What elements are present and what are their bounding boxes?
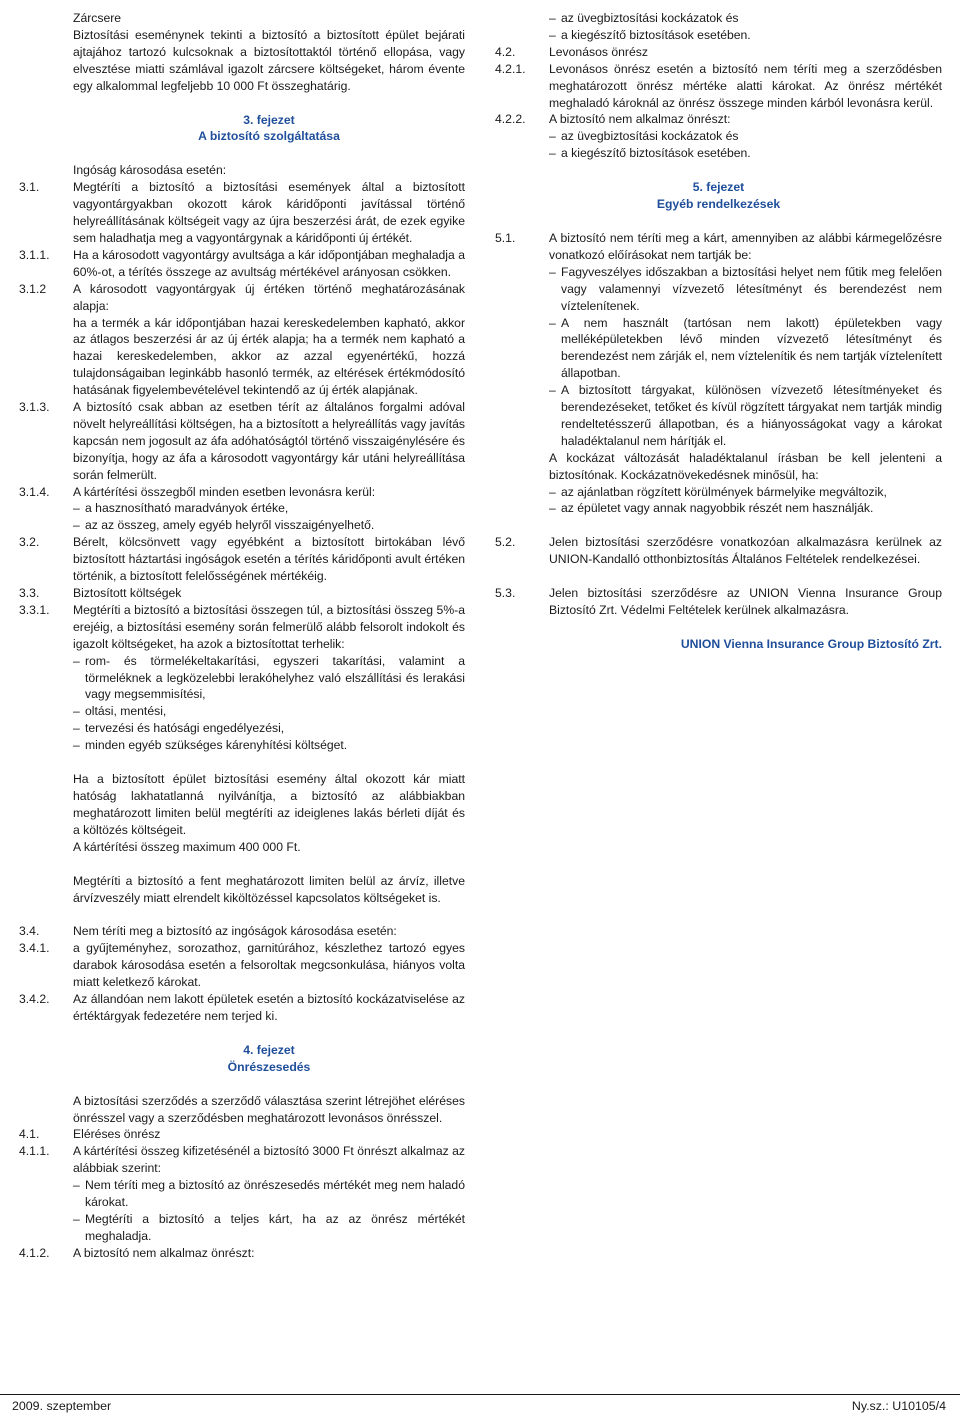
section-3-1-2-body: ha a termék a kár időpontjában hazai kereskedelemben kapható, akkor az átlagos beszerzési ár az új érték alapja; ha a termék nem kapható a hazai kereskedelemben, akkor az azzal egyenértékű, hozzá tulajdonságaiban leginkább hasonló termék, az eltérések értékmódosító hatásának figyelembevételével tekintendő az új érték alapjának. [73, 315, 465, 398]
section-number: 3.1.2 [19, 281, 47, 296]
list-item: – A nem használt (tartósan nem lakott) épületekben vagy melléképületekben lévő minden vízvezető létesítményt és berendezést nem zárják el, nem víztelenítik és nem tartják víztelenített állapotban. [549, 315, 942, 381]
section-4-1-2 [19, 1245, 465, 1262]
list-item: – a hasznosítható maradványok értéke, [73, 501, 289, 516]
section-number: 3.1.4. [19, 484, 50, 499]
section-3-1-2 [19, 281, 465, 399]
section-number: 5.3. [495, 586, 516, 601]
section-text: Ha a károsodott vagyontárgy avultsága a kár időpontjában meghaladja a 60%-ot, a térítés összege az avultság mértékével arányosan csökken. [73, 247, 465, 279]
housing-cost-paragraph: Ha a biztosított épület biztosítási esemény által okozott kár miatt hatóság lakhatatlanná nyilvánítja, a biztosító az alábbiakban meghatározott limiten belül megtéríti az ideiglenes lakás bérleti díját és a költözés költségeit. [73, 772, 465, 837]
section-number: 3.3.1. [19, 602, 50, 617]
list-item: – Fagyveszélyes időszakban a biztosítási helyet nem fűtik meg felelően vagy valamennyi vízvezető létesítményt és berendezést nem víztelenítenek. [549, 264, 942, 313]
section-text [549, 111, 942, 162]
section-4-1-1-lead: A kártérítési összeg kifizetésénél a biztosító 3000 Ft önrészt alkalmaz az alábbiak szerint: [73, 1144, 465, 1176]
list-item: – Megtéríti a biztosító a teljes kárt, ha az az önrész mértékét meghaladja. [73, 1212, 465, 1243]
list-item: – a kiegészítő biztosítások esetében. [549, 146, 751, 161]
list-item: – Nem téríti meg a biztosító az önrészesedés mértékét meg nem haladó károkat. [73, 1178, 465, 1210]
chapter-3-title: A biztosító szolgáltatása [198, 129, 340, 144]
section-3-1-4 [19, 484, 465, 535]
section-number: 5.1. [495, 230, 516, 245]
section-4-2 [495, 44, 942, 61]
section-text [73, 602, 465, 907]
section-number: 4.1.2. [19, 1245, 50, 1260]
section-text: A biztosító csak abban az esetben térít az általános forgalmi adóval növelt helyreállítási költségen, ha a biztosított a helyreállítás vagy javítás kapcsán nem jogosult az áfa adóhatóságtól történő visszaigénylésére és bizonyítja, hogy az áfa a károsodott vagyontárgy kár utáni helyreállítása során felmerült. [73, 400, 465, 482]
continued-list [495, 10, 942, 44]
list-item: – az az összeg, amely egyéb helyről visszaigényelhető. [73, 518, 375, 533]
section-3-3 [19, 585, 465, 602]
section-5-2 [495, 534, 942, 568]
section-3-1-1 [19, 247, 465, 281]
zarcsere-heading: Zárcsere [73, 11, 122, 25]
section-text [549, 230, 942, 517]
section-number: 3.3. [19, 586, 40, 600]
section-3-intro: Ingóság károsodása esetén: [73, 163, 227, 178]
section-3-4 [19, 923, 465, 940]
list-item: – minden egyéb szükséges kárenyhítési költséget. [73, 738, 348, 753]
section-text [73, 1143, 465, 1244]
section-text: Jelen biztosítási szerződésre az UNION Vienna Insurance Group Biztosító Zrt. Védelmi Feltételek kerülnek alkalmazásra. [549, 586, 942, 618]
flood-paragraph: Megtéríti a biztosító a fent meghatározott limiten belül az árvíz, illetve árvízveszély miatt elrendelt kiköltözéssel kapcsolatos költségeket is. [73, 873, 465, 905]
section-text: Megtéríti a biztosító a biztosítási események által a biztosított vagyontárgyakban okozott károk káridőponti javítással történő helyreállításának költségeit vagy az újra beszerzési árát, de ezek egyike sem haladhatja meg a vagyontárgynak a káridőponti új értékét. [73, 180, 465, 245]
list-item: – az üvegbiztosítási kockázatok és [549, 11, 739, 25]
footer-date: 2009. szeptember [12, 1399, 112, 1413]
section-number: 3.1.3. [19, 400, 50, 415]
section-text: Jelen biztosítási szerződésre vonatkozóan alkalmazásra kerülnek az UNION-Kandalló otthonbiztosítás Általános Feltételek rendelkezései. [549, 535, 942, 567]
section-3-4-1 [19, 940, 465, 991]
footer-divider [0, 1394, 960, 1395]
list-item: – az épületet vagy annak nagyobbik részét nem használják. [549, 501, 874, 516]
section-3-3-1-lead: Megtéríti a biztosító a biztosítási összegen túl, a biztosítási összeg 5%-a erejéig, a biztosítási esemény során felmerülő alább felsorolt indokolt és igazolt költségeket, ha azok a biztosítottat terhelik: [73, 602, 465, 651]
list-item: – az ajánlatban rögzített körülmények bármelyike megváltozik, [549, 484, 887, 499]
list-item: – a kiegészítő biztosítások esetében. [549, 27, 751, 42]
page-footer [0, 1398, 960, 1415]
section-text: Bérelt, kölcsönvett vagy egyébként a biztosított birtokában lévő biztosított háztartási ingóságok esetén a térítés káridőponti avult értéken történik, a biztosított felelősségének mértékéig. [73, 535, 465, 584]
section-3-2 [19, 534, 465, 585]
section-3-1-3 [19, 399, 465, 484]
section-text: Biztosított költségek [73, 586, 182, 600]
section-text: Eléréses önrész [73, 1127, 161, 1142]
section-4-2-2 [495, 111, 942, 162]
section-number: 3.2. [19, 535, 40, 550]
section-text: Nem téríti meg a biztosító az ingóságok károsodása esetén: [73, 924, 397, 939]
list-item: – A biztosított tárgyakat, különösen vízvezető létesítményeket és berendezéseket, tetőket és kívül rögzített tárgyakat nem tartják mindig rendeltetésszerű állapotban, és a hiányosságokat vagy a károkat haladéktalanul nem hárítják el. [549, 383, 942, 448]
section-number: 4.2.2. [495, 112, 526, 127]
chapter-5-number: 5. fejezet [692, 180, 745, 195]
section-number: 3.4.2. [19, 992, 50, 1007]
list-item: – tervezési és hatósági engedélyezési, [73, 721, 285, 736]
footer-document-code: Ny.sz.: U10105/4 [851, 1399, 946, 1413]
chapter-4-title: Önrészesedés [227, 1059, 311, 1074]
section-number: 3.4. [19, 924, 40, 939]
section-text [73, 281, 465, 399]
section-number: 3.1.1. [19, 247, 50, 262]
list-item: – oltási, mentési, [73, 704, 167, 719]
section-5-3 [495, 585, 942, 619]
chapter-3-number: 3. fejezet [243, 112, 295, 127]
list-item: – rom- és törmelékeltakarítási, egyszeri takarítási, valamint a törmeléknek a legközelebbi lerakóhelyhez való elszállítási és lerakási vagy megsemmisítési, [73, 653, 465, 702]
section-4-intro: A biztosítási szerződés a szerződő választása szerint létrejöhet eléréses önrésszel vagy a szerződésben meghatározott levonásos önrésszel. [73, 1093, 465, 1125]
section-3-1-4-lead: A kártérítési összegből minden esetben levonásra kerül: [73, 484, 376, 499]
section-text: Levonásos önrész [549, 44, 648, 59]
section-number: 4.2. [495, 44, 516, 59]
section-number: 3.1. [19, 180, 40, 195]
chapter-4-number: 4. fejezet [243, 1042, 295, 1057]
section-4-2-1 [495, 61, 942, 112]
risk-change-paragraph: A kockázat változását haladéktalanul írásban be kell jelenteni a biztosítónak. Kockázatnövekedésnek minősül, ha: [549, 450, 942, 482]
list-item: – az üvegbiztosítási kockázatok és [549, 129, 739, 144]
section-text: Levonásos önrész esetén a biztosító nem téríti meg a szerződésben meghatározott önrész mértéke alatti károkat. Az önrész mértékét meghaladó károknál az önrész összege minden kárból levonásra kerül. [549, 61, 942, 110]
company-signature: UNION Vienna Insurance Group Biztosító Zrt. [680, 637, 942, 651]
section-text: A biztosító nem alkalmaz önrészt: [73, 1245, 255, 1260]
left-column [19, 10, 465, 1262]
section-4-1-1 [19, 1143, 465, 1244]
section-text: a gyűjteményhez, sorozathoz, garnitúrához, készlethez tartozó egyes darabok károsodása esetén a felsoroltak megcsonkulása, hiányos volta miatt keletkező károkat. [73, 941, 465, 990]
zarcsere-text: Biztosítási eseménynek tekinti a biztosító a biztosított épület bejárati ajtajához tartozó kulcsoknak a biztosítottaktól történő ellopása, vagy elvesztése miatti számlával igazolt zárcsere költségeket, három évente egy alkalommal legfeljebb 10 000 Ft összeghatárig. [73, 27, 465, 93]
section-number: 3.4.1. [19, 941, 50, 956]
section-5-1 [495, 230, 942, 517]
section-4-2-2-lead: A biztosító nem alkalmaz önrészt: [549, 112, 731, 127]
section-4-1 [19, 1126, 465, 1143]
section-3-1 [19, 179, 465, 247]
section-3-1-2-lead: A károsodott vagyontárgyak új értéken történő meghatározásának alapja: [73, 281, 465, 313]
max-amount-paragraph: A kártérítési összeg maximum 400 000 Ft. [73, 839, 301, 854]
section-text: Az állandóan nem lakott épületek esetén a biztosító kockázatviselése az értéktárgyak fedezetére nem terjed ki. [73, 992, 465, 1023]
right-column [495, 10, 942, 653]
chapter-5-title: Egyéb rendelkezések [656, 197, 781, 212]
section-3-4-2 [19, 991, 465, 1025]
section-number: 4.1.1. [19, 1144, 50, 1159]
section-number: 4.2.1. [495, 61, 526, 76]
section-number: 4.1. [19, 1127, 40, 1142]
section-5-1-lead: A biztosító nem téríti meg a kárt, amennyiben az alábbi kármegelőzésre vonatkozó előírásokat nem tartják be: [549, 230, 942, 262]
section-text [73, 484, 465, 535]
section-3-3-1 [19, 602, 465, 907]
section-number: 5.2. [495, 535, 516, 550]
